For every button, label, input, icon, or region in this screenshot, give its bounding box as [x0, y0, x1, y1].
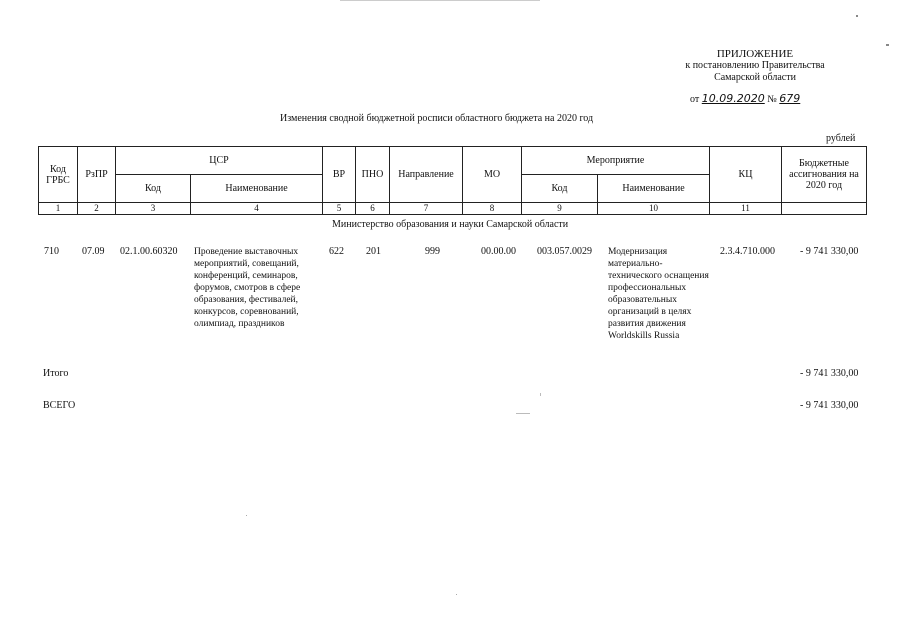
col-direction-header: Направление: [390, 147, 463, 203]
decree-date-number: [690, 92, 800, 105]
col-number: 6: [356, 203, 390, 215]
decree-date: 10.09.2020: [701, 92, 765, 105]
row-pno: 201: [366, 246, 381, 257]
col-number: 4: [191, 203, 323, 215]
scan-speck: [456, 594, 457, 595]
scan-speck: [246, 515, 247, 516]
col-number: 7: [390, 203, 463, 215]
scan-edge: [340, 0, 540, 1]
col-mo-header: МО: [463, 147, 522, 203]
date-prefix: от: [690, 94, 700, 105]
row-kc: 2.3.4.710.000: [720, 246, 775, 257]
vsego-label: ВСЕГО: [43, 400, 76, 411]
appendix-line-1: к постановлению Правительства: [685, 60, 825, 71]
decree-number: 679: [779, 92, 801, 105]
row-event-code: 003.057.0029: [537, 246, 592, 257]
col-event-code-header: Код: [522, 175, 598, 203]
col-number: 10: [598, 203, 710, 215]
col-csr-name-header: Наименование: [191, 175, 323, 203]
itogo-value: - 9 741 330,00: [800, 368, 859, 379]
col-number: 9: [522, 203, 598, 215]
appendix-title: ПРИЛОЖЕНИЕ: [716, 48, 794, 60]
scan-speck: [516, 413, 530, 414]
row-grbs: 710: [44, 246, 59, 257]
units-label: рублей: [826, 133, 856, 144]
row-csr-code: 02.1.00.60320: [120, 246, 178, 257]
col-number: 2: [78, 203, 116, 215]
document-title: Изменения сводной бюджетной росписи областного бюджета на 2020 год: [280, 113, 594, 124]
row-csr-name: Проведение выставочных мероприятий, совещаний, конференций, семинаров, форумов, смотров в сфере образования, фестивалей, конкурсов, соревнований, олимпиад, праздников: [194, 247, 301, 329]
col-csr-header: ЦСР: [116, 147, 323, 175]
col-number: 8: [463, 203, 522, 215]
col-rzpr-header: РзПР: [78, 147, 116, 203]
col-number: 3: [116, 203, 191, 215]
appendix-line-2: Самарской области: [714, 72, 796, 83]
row-vr: 622: [329, 246, 344, 257]
number-prefix: №: [767, 94, 777, 105]
appendix-header: [660, 48, 850, 84]
row-rzpr: 07.09: [82, 246, 105, 257]
scan-speck: [856, 15, 858, 17]
col-budget-header: Бюджетные ассигнования на 2020 год: [782, 147, 867, 203]
row-event-name: Модернизация материально-технического оснащения профессиональных образовательных организаций в целях развития движения Worldskills Russia: [608, 247, 709, 341]
col-number: [782, 203, 867, 215]
col-number: 5: [323, 203, 356, 215]
col-event-header: Мероприятие: [522, 147, 710, 175]
vsego-value: - 9 741 330,00: [800, 400, 859, 411]
col-number: 1: [39, 203, 78, 215]
itogo-label: Итого: [43, 368, 69, 379]
scan-speck: [540, 393, 541, 396]
col-kc-header: КЦ: [710, 147, 782, 203]
budget-table-header: [38, 146, 867, 215]
col-event-name-header: Наименование: [598, 175, 710, 203]
section-title: Министерство образования и науки Самарской области: [332, 219, 569, 230]
col-number: 11: [710, 203, 782, 215]
col-grbs-header: Код ГРБС: [39, 147, 78, 203]
scan-speck: [886, 44, 889, 46]
row-amount: - 9 741 330,00: [800, 246, 859, 257]
row-mo: 00.00.00: [481, 246, 516, 257]
row-direction: 999: [425, 246, 440, 257]
col-csr-code-header: Код: [116, 175, 191, 203]
col-pno-header: ПНО: [356, 147, 390, 203]
col-vr-header: ВР: [323, 147, 356, 203]
